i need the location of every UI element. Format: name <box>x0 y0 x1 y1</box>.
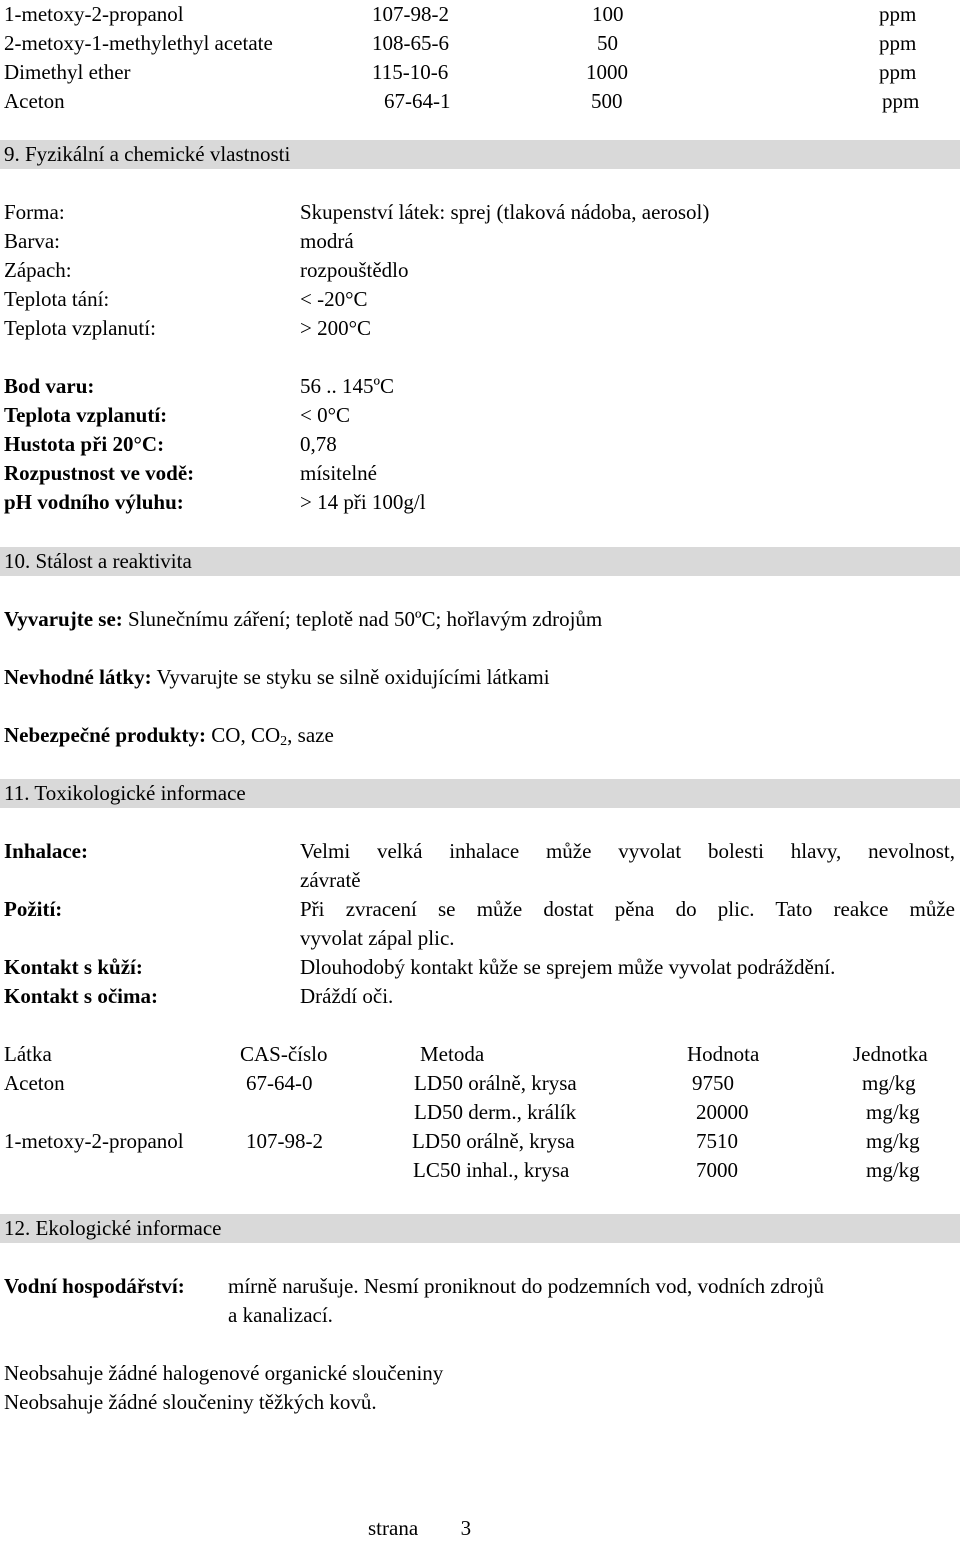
water-label: Vodní hospodářství: <box>4 1274 185 1298</box>
section-title: 9. Fyzikální a chemické vlastnosti <box>4 142 291 166</box>
hazard-subscript: 2 <box>280 734 288 749</box>
property-label: pH vodního výluhu: <box>4 490 184 514</box>
limit-value: 500 <box>591 89 623 113</box>
substance-name: 2-metoxy-1-methylethyl acetate <box>4 31 273 55</box>
property-label: Bod varu: <box>4 374 95 398</box>
table-cell: 20000 <box>696 1100 749 1124</box>
table-cell: mg/kg <box>866 1129 920 1153</box>
table-cell: Aceton <box>4 1071 65 1095</box>
page-number: 3 <box>460 1516 472 1540</box>
property-row <box>4 401 954 430</box>
table-row <box>4 1127 954 1156</box>
inhalation-text-line2: závratě <box>300 868 361 892</box>
cas-number: 108-65-6 <box>372 31 449 55</box>
exposure-row <box>4 29 954 58</box>
property-value: rozpouštědlo <box>300 258 409 282</box>
table-cell: mg/kg <box>862 1071 916 1095</box>
property-value: 0,78 <box>300 432 337 456</box>
inhalation-text-line1: Velmi velká inhalace může vyvolat bolesti hlavy, nevolnost, <box>300 839 955 863</box>
incompat-label: Nevhodné látky: <box>4 665 152 689</box>
section-12-header <box>0 1214 960 1243</box>
substance-name: 1-metoxy-2-propanol <box>4 2 184 26</box>
limit-unit: ppm <box>879 60 917 84</box>
property-label: Rozpustnost ve vodě: <box>4 461 195 485</box>
table-cell: LD50 orálně, krysa <box>412 1129 575 1153</box>
limit-value: 1000 <box>586 60 628 84</box>
page-footer <box>368 1514 471 1543</box>
property-label: Teplota vzplanutí: <box>4 403 168 427</box>
hazard-text-post: , saze <box>287 723 334 747</box>
property-label: Zápach: <box>4 258 72 282</box>
property-value: mísitelné <box>300 461 377 485</box>
cas-number: 107-98-2 <box>372 2 449 26</box>
ingestion-text-line1: Při zvracení se může dostat pěna do plic. Tato reakce může <box>300 897 955 921</box>
section-11-header <box>0 779 960 808</box>
exposure-row <box>4 0 954 29</box>
eco-note: Neobsahuje žádné halogenové organické sloučeniny <box>4 1361 444 1385</box>
property-row <box>4 227 954 256</box>
column-header: CAS-číslo <box>240 1042 328 1066</box>
limit-value: 100 <box>592 2 624 26</box>
substance-name: Aceton <box>4 89 65 113</box>
section-title: 11. Toxikologické informace <box>4 781 246 805</box>
table-cell: 107-98-2 <box>246 1129 323 1153</box>
avoid-label: Vyvarujte se: <box>4 607 123 631</box>
property-row <box>4 314 954 343</box>
column-header: Látka <box>4 1042 52 1066</box>
property-value: > 14 při 100g/l <box>300 490 426 514</box>
table-cell: mg/kg <box>866 1158 920 1182</box>
column-header: Metoda <box>420 1042 485 1066</box>
property-row <box>4 256 954 285</box>
property-row <box>4 430 954 459</box>
cas-number: 67-64-1 <box>384 89 451 113</box>
table-row <box>4 1069 954 1098</box>
eye-contact-label: Kontakt s očima: <box>4 984 158 1008</box>
table-cell: LD50 orálně, krysa <box>414 1071 577 1095</box>
column-header: Jednotka <box>853 1042 928 1066</box>
property-row <box>4 372 954 401</box>
avoid-text: Slunečnímu záření; teplotě nad 50ºC; hořlavým zdrojům <box>128 607 603 631</box>
water-text-line1: mírně narušuje. Nesmí proniknout do podzemních vod, vodních zdrojů <box>228 1274 825 1298</box>
table-cell: 7510 <box>696 1129 738 1153</box>
avoid-conditions <box>4 605 602 634</box>
section-9-header <box>0 140 960 169</box>
section-title: 12. Ekologické informace <box>4 1216 222 1240</box>
table-header-row <box>4 1040 954 1069</box>
property-label: Barva: <box>4 229 60 253</box>
column-header: Hodnota <box>687 1042 760 1066</box>
property-value: Skupenství látek: sprej (tlaková nádoba, aerosol) <box>300 200 710 224</box>
hazardous-products <box>4 721 334 750</box>
ingestion-text-line2: vyvolat zápal plic. <box>300 926 455 950</box>
property-label: Forma: <box>4 200 65 224</box>
section-10-header <box>0 547 960 576</box>
hazard-label: Nebezpečné produkty: <box>4 723 207 747</box>
table-row <box>4 1156 954 1185</box>
limit-unit: ppm <box>879 2 917 26</box>
table-cell: 67-64-0 <box>246 1071 313 1095</box>
table-cell: 9750 <box>692 1071 734 1095</box>
limit-unit: ppm <box>882 89 920 113</box>
exposure-row <box>4 58 954 87</box>
table-cell: LC50 inhal., krysa <box>413 1158 570 1182</box>
property-row <box>4 459 954 488</box>
cas-number: 115-10-6 <box>372 60 449 84</box>
skin-contact-label: Kontakt s kůží: <box>4 955 143 979</box>
ingestion-label: Požití: <box>4 897 63 921</box>
inhalation-label: Inhalace: <box>4 839 88 863</box>
page-label: strana <box>368 1516 419 1540</box>
table-cell: 1-metoxy-2-propanol <box>4 1129 184 1153</box>
property-value: > 200°C <box>300 316 371 340</box>
table-row <box>4 1098 954 1127</box>
limit-value: 50 <box>597 31 618 55</box>
property-row <box>4 488 954 517</box>
eye-contact-text: Dráždí oči. <box>300 984 394 1008</box>
substance-name: Dimethyl ether <box>4 60 131 84</box>
hazard-text: CO, CO <box>211 723 281 747</box>
table-cell: mg/kg <box>866 1100 920 1124</box>
property-row <box>4 198 954 227</box>
skin-contact-text: Dlouhodobý kontakt kůže se sprejem může vyvolat podráždění. <box>300 955 836 979</box>
table-cell: LD50 derm., králík <box>414 1100 577 1124</box>
eco-note: Neobsahuje žádné sloučeniny těžkých kovů. <box>4 1390 377 1414</box>
exposure-row <box>4 87 954 116</box>
section-title: 10. Stálost a reaktivita <box>4 549 192 573</box>
property-value: 56 .. 145ºC <box>300 374 395 398</box>
property-value: < 0°C <box>300 403 350 427</box>
table-cell: 7000 <box>696 1158 738 1182</box>
property-value: modrá <box>300 229 354 253</box>
limit-unit: ppm <box>879 31 917 55</box>
property-label: Teplota vzplanutí: <box>4 316 156 340</box>
property-value: < -20°C <box>300 287 368 311</box>
property-label: Teplota tání: <box>4 287 110 311</box>
property-row <box>4 285 954 314</box>
incompatible-materials <box>4 663 550 692</box>
incompat-text: Vyvarujte se styku se silně oxidujícími látkami <box>156 665 550 689</box>
water-text-line2: a kanalizací. <box>228 1303 333 1327</box>
property-label: Hustota při 20°C: <box>4 432 165 456</box>
